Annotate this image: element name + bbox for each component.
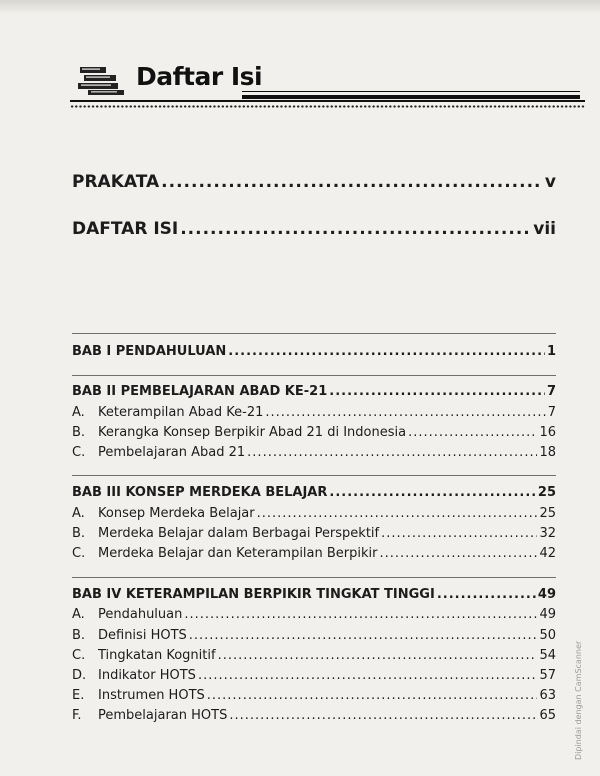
dot-leader: [228, 344, 545, 359]
toc-item[interactable]: B. Merdeka Belajar dalam Berbagai Perspektif ..... 32: [72, 526, 556, 541]
toc-item[interactable]: B. Kerangka Konsep Berpikir Abad 21 di Indonesia ..... 16: [72, 425, 556, 440]
books-icon: [78, 64, 126, 96]
dot-leader: [380, 546, 538, 561]
dot-leader: [229, 708, 537, 723]
toc-item[interactable]: C. Pembelajaran Abad 21 ..... 18: [72, 445, 556, 460]
header-rule-dotted: [70, 105, 585, 108]
toc-item[interactable]: C. Merdeka Belajar dan Keterampilan Berpikir ..... 42: [72, 546, 556, 561]
toc-item[interactable]: E. Instrumen HOTS ..... 63: [72, 688, 556, 703]
chapter-entry-bab-2[interactable]: BAB II PEMBELAJARAN ABAD KE-21 ..... 7: [72, 384, 556, 399]
dot-leader: [218, 648, 538, 663]
toc-item[interactable]: D. Indikator HOTS ..... 57: [72, 668, 556, 683]
toc-item[interactable]: A. Konsep Merdeka Belajar ..... 25: [72, 506, 556, 521]
chapter-entry-bab-3[interactable]: BAB III KONSEP MERDEKA BELAJAR ..... 25: [72, 485, 556, 500]
dot-leader: [184, 607, 537, 622]
toc-entry-prakata[interactable]: PRAKATA ..... v: [72, 172, 556, 192]
dot-leader: [247, 445, 537, 460]
chapter-entry-bab-4[interactable]: BAB IV KETERAMPILAN BERPIKIR TINGKAT TINGGI ..... 49: [72, 587, 556, 602]
toc-item[interactable]: A. Pendahuluan ..... 49: [72, 607, 556, 622]
toc-item[interactable]: B. Definisi HOTS ..... 50: [72, 628, 556, 643]
dot-leader: [198, 668, 538, 683]
toc-entry-daftar-isi[interactable]: DAFTAR ISI ..... vii: [72, 219, 556, 239]
dot-leader: [265, 405, 545, 420]
section-divider: [72, 475, 556, 476]
dot-leader: [381, 526, 537, 541]
dot-leader: [257, 506, 538, 521]
dot-leader: [437, 587, 536, 602]
dot-leader: [207, 688, 538, 703]
chapter-entry-bab-1[interactable]: BAB I PENDAHULUAN ..... 1: [72, 344, 556, 359]
header-rule-thick: [242, 95, 580, 99]
header-rule-thin: [242, 91, 580, 92]
toc-header: [70, 62, 585, 118]
dot-leader: [180, 219, 531, 239]
section-divider: [72, 375, 556, 376]
toc-item[interactable]: F. Pembelajaran HOTS ..... 65: [72, 708, 556, 723]
dot-leader: [329, 384, 545, 399]
scanner-watermark: Dipindai dengan CamScanner: [574, 640, 583, 760]
page-title: Daftar Isi: [136, 62, 263, 91]
toc-item[interactable]: A. Keterampilan Abad Ke-21 ..... 7: [72, 405, 556, 420]
section-divider: [72, 577, 556, 578]
page-top-shadow: [0, 0, 600, 14]
header-rule-full: [70, 100, 585, 102]
toc-item[interactable]: C. Tingkatan Kognitif ..... 54: [72, 648, 556, 663]
dot-leader: [189, 628, 538, 643]
dot-leader: [161, 172, 543, 192]
section-divider: [72, 333, 556, 334]
dot-leader: [408, 425, 537, 440]
dot-leader: [329, 485, 536, 500]
